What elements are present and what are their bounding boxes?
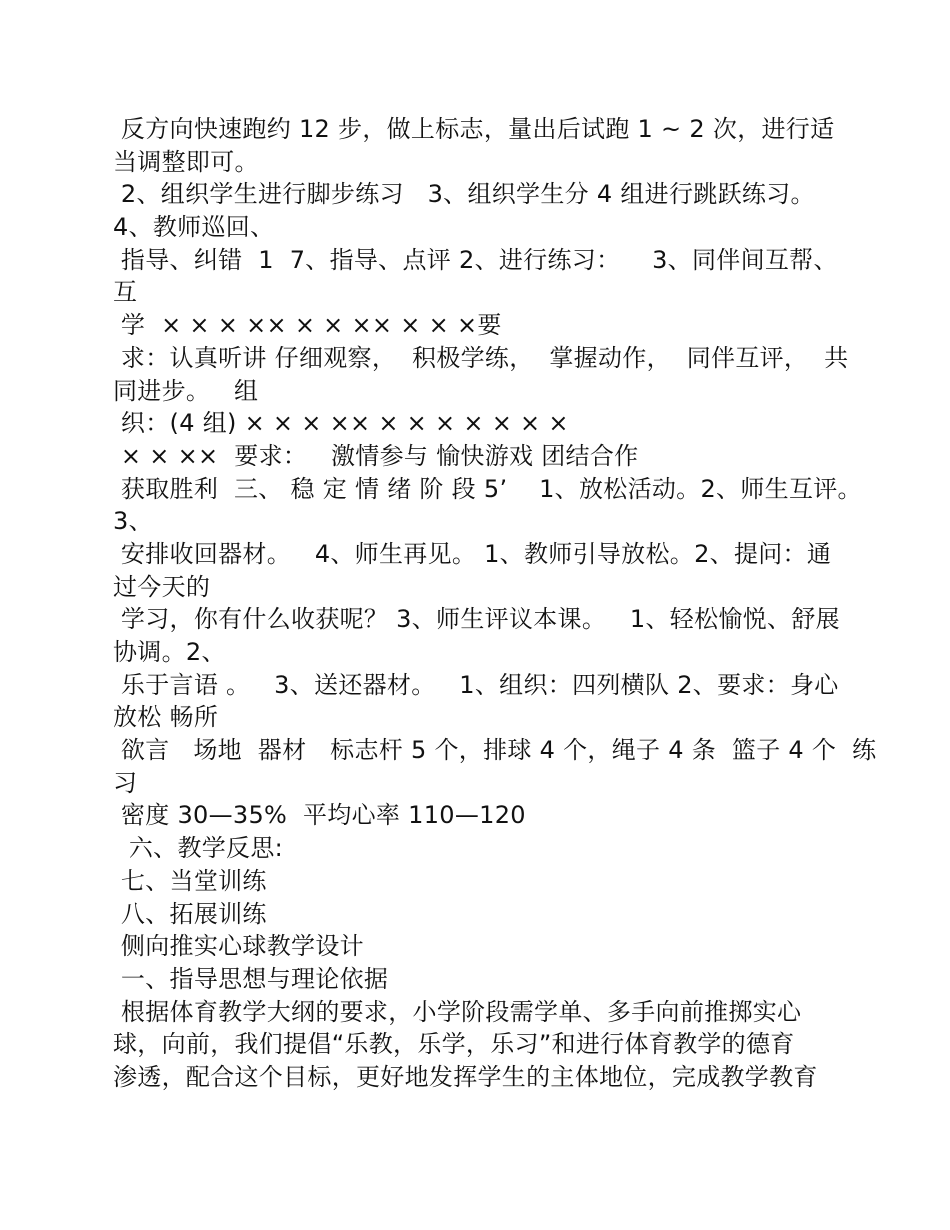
section-heading: 一、指导思想与理论依据 [113,964,389,993]
text-line: 当调整即可。 [113,147,259,176]
text-line: 同进步。 组 [113,376,259,405]
text-line: 4、教师巡回、 [113,213,275,242]
text-line: 球，向前，我们提倡“乐教，乐学，乐习”和进行体育教学的德育 [113,1030,795,1059]
section-heading: 六、教学反思: [113,834,284,863]
text-line: 指导、纠错 1 7、指导、点评 2、进行练习： 3、同伴间互帮、 [113,245,838,274]
text-line: 放松 畅所 [113,703,219,732]
text-line: 协调。2、 [113,638,226,666]
document-title: 侧向推实心球教学设计 [113,932,364,961]
text-line: × × ×× 要求： 激情参与 愉快游戏 团结合作 [113,441,639,470]
text-line: 获取胜利 三、 稳 定 情 绪 阶 段 5’ 1、放松活动。2、师生互评。 [113,474,862,503]
text-line: 学习，你有什么收获呢？ 3、师生评议本课。 1、轻松愉悦、舒展 [113,605,840,634]
text-line: 密度 30—35% 平均心率 110—120 [113,801,526,830]
text-line: 安排收回器材。 4、师生再见。 1、教师引导放松。2、提问：通 [113,539,832,568]
text-line: 欲言 场地 器材 标志杆 5 个，排球 4 个，绳子 4 条 篮子 4 个 练 [113,736,877,765]
text-line: 习 [113,768,138,797]
text-line: 渗透，配合这个目标，更好地发挥学生的主体地位，完成教学教育 [113,1062,818,1091]
section-heading: 七、当堂训练 [113,866,267,895]
text-line: 学 × × × ×× × × ×× × × ×要 [113,311,502,340]
text-line: 3、 [113,507,153,536]
text-line: 过今天的 [113,572,211,601]
text-line: 反方向快速跑约 12 步，做上标志，量出后试跑 1 ~ 2 次，进行适 [113,115,835,143]
text-line: 2、组织学生进行脚步练习 3、组织学生分 4 组进行跳跃练习。 [113,180,815,209]
body-text [113,113,877,1094]
text-line: 求：认真听讲 仔细观察， 积极学练， 掌握动作， 同伴互评， 共 [113,343,849,372]
section-heading: 八、拓展训练 [113,899,267,928]
text-line: 互 [113,278,138,307]
text-line: 根据体育教学大纲的要求，小学阶段需学单、多手向前推掷实心 [113,997,802,1026]
text-line: 织：(4 组) × × × ×× × × × × × × × [113,409,569,438]
text-line: 乐于言语 。 3、送还器材。 1、组织：四列横队 2、要求：身心 [113,670,839,699]
